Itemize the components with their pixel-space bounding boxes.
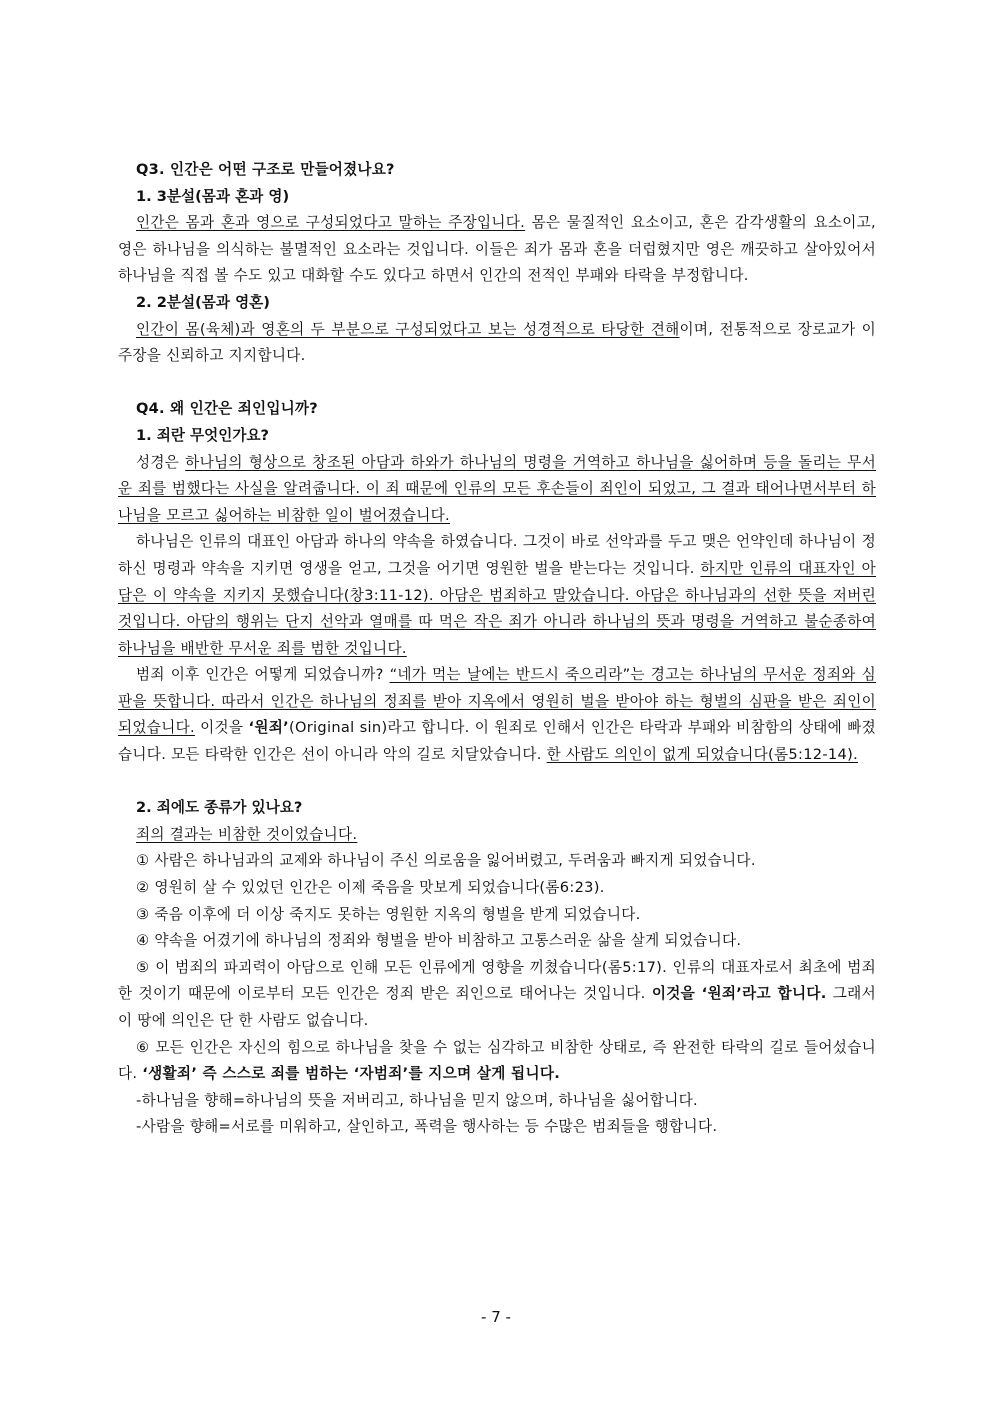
bold-term: ‘생활죄’ 즉 스스로 죄를 범하는 ‘자범죄’를 지으며 살게 됩니다.	[142, 1065, 561, 1083]
bold-term: 이것을 ‘원죄’라고 합니다.	[651, 985, 827, 1003]
dash-line: -하나님을 향해=하나님의 뜻을 저버리고, 하나님을 믿지 않으며, 하나님을 싫어합니다.	[136, 1091, 698, 1109]
list-item: ④ 약속을 어겼기에 하나님의 정죄와 형벌을 받아 비참하고 고통스러운 삶을 살게 되었습니다.	[136, 932, 742, 950]
underlined-text: 인간은 몸과 혼과 영으로 구성되었다고 말하는 주장입니다.	[136, 214, 526, 232]
paragraph-sin-3	[118, 662, 876, 768]
underlined-text: 한 사람도 의인이 없게 되었습니다(롬5:12-14).	[546, 746, 859, 764]
page-number: - 7 -	[481, 1308, 511, 1326]
body-text: ⑤ 이 범죄의 파괴력이 아담으로 인해 모든 인류에게 영향을 끼쳤습니다(롬5:17). 인류의 대표자로서 최초에 범죄한 것이기 때문에 이로부터 모든 인간은 정죄 받은 죄인으로 태어나는 것입니다.	[118, 958, 876, 1003]
paragraph-sin-2	[118, 529, 876, 662]
underlined-text: 하지만 인류의 대표자인 아담은 이 약속을 지키지 못했습니다(창3:11-12). 아담은 범죄하고 말았습니다. 아담은 하나님과의 선한 뜻을 저버린 것입니다. 아담의 행위는 단지 선악과 열매를 따 먹은 작은 죄가 아니라 하나님의 뜻과 명령을 거역하고 불순종하여 하나님을 배반한 무서운 죄를 범한 것입니다.	[118, 559, 876, 657]
section-heading-dichotomy: 2. 2분설(몸과 영혼)	[136, 293, 270, 311]
body-text: 성경은	[136, 453, 186, 471]
body-text: 이며, 전통적으로 장로교가 이 주장을 신뢰하고 지지합니다.	[118, 320, 877, 365]
document-page	[118, 157, 876, 1141]
list-item: ② 영원히 살 수 있었던 인간은 이제 죽음을 맛보게 되었습니다(롬6:23).	[136, 879, 605, 897]
question-title-q3: Q3. 인간은 어떤 구조로 만들어졌나요?	[136, 161, 395, 178]
underlined-text: “네가 먹는 날에는 반드시 죽으리라”는 경고는 하나님의 무서운 정죄와 심판을 뜻합니다. 따라서 인간은 하나님의 정죄를 받아 지옥에서 영원히 벌을 받아야 하는 형벌의 심판을 받은 죄인이 되었습니다.	[118, 666, 876, 737]
list-item: ① 사람은 하나님과의 교제와 하나님이 주신 의로움을 잃어버렸고, 두려움과 빠지게 되었습니다.	[136, 852, 756, 870]
section-heading-types-of-sin: 2. 죄에도 종류가 있나요?	[136, 799, 303, 817]
body-text: 몸은 물질적인 요소이고, 혼은 감각생활의 요소이고, 영은 하나님을 의식하는 불멸적인 요소라는 것입니다. 이들은 죄가 몸과 혼을 더럽혔지만 영은 깨끗하고 살아있어서 하나님을 직접 볼 수도 있고 대화할 수도 있다고 하면서 인간의 전적인 부패와 타락을 부정합니다.	[118, 214, 876, 285]
underlined-text: 죄의 결과는 비참한 것이었습니다.	[136, 825, 358, 843]
paragraph-dichotomy	[118, 317, 876, 370]
body-text: ⑥ 모든 인간은 자신의 힘으로 하나님을 찾을 수 없는 심각하고 비참한 상태로, 즉 완전한 타락의 길로 들어섰습니다.	[118, 1038, 876, 1083]
list-item: ③ 죽음 이후에 더 이상 죽지도 못하는 영원한 지옥의 형벌을 받게 되었습니다.	[136, 905, 641, 923]
underlined-text: 하나님의 형상으로 창조된 아담과 하와가 하나님의 명령을 거역하고 하나님을 싫어하며 등을 돌리는 무서운 죄를 범했다는 사실을 알려줍니다. 이 죄 때문에 인류의 모든 후손들이 죄인이 되었고, 그 결과 태어나면서부터 하나님을 모르고 싫어하는 비참한 일이 벌어졌습니다.	[118, 453, 876, 524]
body-text: 이것을	[194, 719, 249, 737]
section-heading-trichotomy: 1. 3분설(몸과 혼과 영)	[136, 187, 290, 205]
body-text: (Original sin)라고 합니다. 이 원죄로 인해서 인간은 타락과 부패와 비참함의 상태에 빠졌습니다. 모든 타락한 인간은 선이 아니라 악의 길로 치달았습니다.	[118, 719, 877, 764]
body-text: 범죄 이후 인간은 어떻게 되었습니까?	[136, 666, 390, 684]
spacer	[118, 769, 876, 796]
underlined-text: 인간이 몸(육체)과 영혼의 두 부분으로 구성되었다고 보는 성경적으로 타당한 견해	[136, 320, 680, 338]
spacer	[118, 370, 876, 397]
question-title-q4: Q4. 왜 인간은 죄인입니까?	[136, 400, 318, 418]
list-item	[118, 955, 876, 1035]
intro-line	[136, 822, 876, 849]
paragraph-sin-1	[118, 450, 876, 530]
list-item	[118, 1035, 876, 1088]
body-text: 하나님은 인류의 대표인 아담과 하나의 약속을 하였습니다. 그것이 바로 선악과를 두고 맺은 언약인데 하나님이 정하신 명령과 약속을 지키면 영생을 얻고, 그것을 어기면 영원한 벌을 받는다는 것입니다.	[118, 533, 876, 577]
section-heading-what-is-sin: 1. 죄란 무엇인가요?	[136, 426, 270, 444]
dash-line: -사람을 향해=서로를 미워하고, 살인하고, 폭력을 행사하는 등 수많은 범죄들을 행합니다.	[136, 1118, 718, 1136]
body-text: 그래서 이 땅에 의인은 단 한 사람도 없습니다.	[118, 985, 876, 1029]
bold-term: ‘원죄’	[248, 719, 289, 737]
paragraph-trichotomy	[118, 210, 876, 290]
